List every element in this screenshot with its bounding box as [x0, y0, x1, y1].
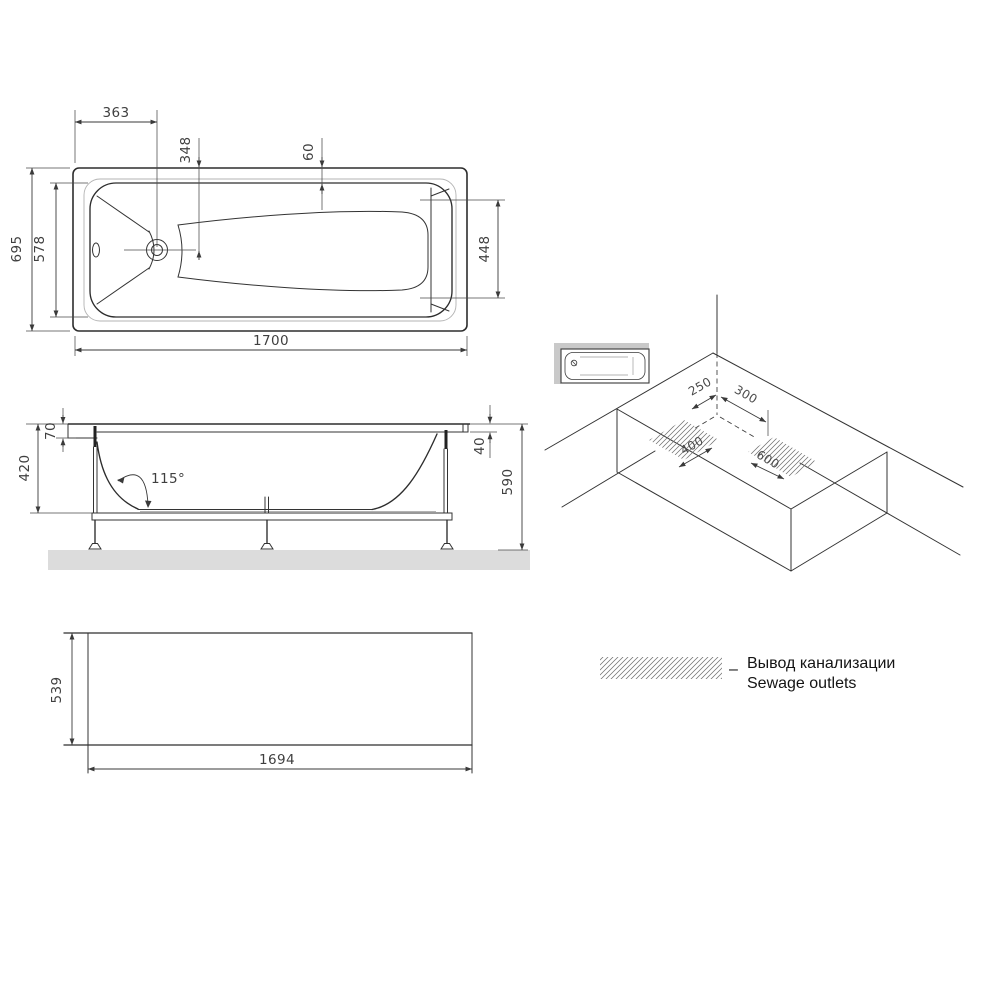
- dim-label-300: 300: [732, 382, 760, 407]
- frame-rail: [92, 513, 452, 520]
- dim-40: [470, 405, 497, 458]
- floor-strip: [48, 550, 530, 570]
- overflow-hole: [93, 243, 100, 257]
- iso-thumbnail: [554, 343, 649, 384]
- legend-hatch-swatch: [600, 657, 722, 679]
- dim-448: [420, 200, 505, 298]
- dim-label-448: 448: [477, 235, 493, 263]
- headrest-slope-bottom: [97, 268, 149, 304]
- dim-1694: [88, 752, 472, 769]
- legend-dash: –: [729, 661, 738, 678]
- dim-label-70: 70: [43, 422, 59, 440]
- dim-label-60: 60: [301, 143, 317, 161]
- dim-250: [686, 374, 716, 409]
- dim-label-1694: 1694: [259, 752, 295, 768]
- legend-label-ru: Вывод канализации: [747, 655, 896, 672]
- right-floor-hidden: [720, 417, 756, 438]
- dim-363: [75, 105, 157, 247]
- basin-inner-contour: [178, 211, 428, 290]
- dim-578: [32, 183, 88, 317]
- thumb-wall-left: [554, 343, 561, 384]
- dim-label-590: 590: [500, 468, 516, 496]
- dim-label-600: 600: [754, 447, 782, 472]
- dim-70: [43, 408, 76, 452]
- legend: [600, 655, 895, 692]
- tub-outer-rim: [73, 168, 467, 331]
- panel-view: [49, 633, 472, 773]
- dim-label-695: 695: [9, 235, 25, 263]
- dim-539: [49, 633, 72, 745]
- dim-label-400: 400: [678, 433, 706, 458]
- dim-300: [721, 382, 768, 436]
- dim-label-348: 348: [178, 136, 194, 164]
- dim-label-250: 250: [686, 374, 714, 399]
- right-wall-line: [713, 353, 963, 487]
- frame-legs: [89, 520, 453, 549]
- dim-label-1700: 1700: [253, 333, 289, 349]
- dim-label-363: 363: [102, 105, 130, 121]
- side-view: [17, 405, 530, 570]
- rim-left-lip: [68, 424, 97, 438]
- dim-60: [301, 138, 322, 210]
- legend-label-en: Sewage outlets: [747, 675, 857, 692]
- tub-profile-left-slope: [97, 442, 138, 509]
- dim-label-420: 420: [17, 454, 33, 482]
- left-floor-line: [562, 451, 655, 507]
- top-view: [9, 105, 505, 356]
- headrest-slope-top: [97, 196, 149, 232]
- dim-label-578: 578: [32, 235, 48, 263]
- iso-view: [545, 295, 963, 571]
- dim-label-angle: 115°: [151, 471, 186, 487]
- dim-label-40: 40: [472, 437, 488, 455]
- dim-label-539: 539: [49, 676, 65, 704]
- right-floor-line: [800, 463, 960, 555]
- dim-1700: [75, 333, 467, 356]
- tub-profile-right-slope: [372, 434, 437, 510]
